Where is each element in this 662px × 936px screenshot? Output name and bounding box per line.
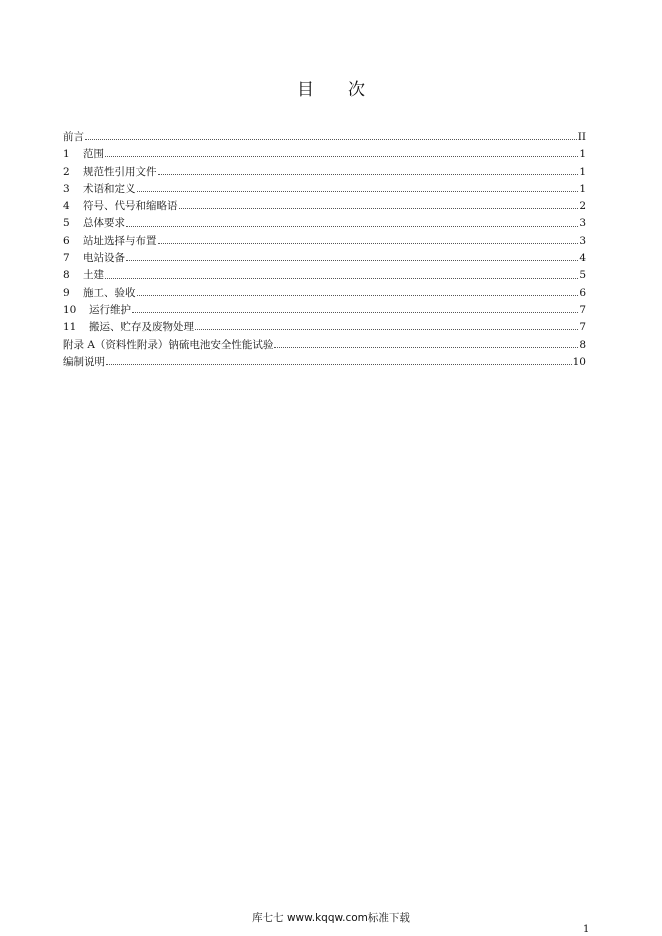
toc-label: 搬运、贮存及废物处理	[89, 321, 194, 334]
title-char-1: 目	[297, 80, 314, 100]
leader-dots	[195, 329, 578, 330]
toc-entry[interactable]	[63, 337, 586, 354]
toc-entry[interactable]	[63, 215, 586, 232]
toc-page: 1	[579, 165, 586, 178]
table-of-contents	[63, 129, 586, 371]
leader-dots	[105, 278, 578, 279]
toc-page: 6	[579, 286, 586, 299]
toc-page: II	[577, 131, 586, 143]
toc-number: 3	[63, 182, 70, 195]
toc-page: 1	[579, 182, 586, 195]
toc-page: 4	[579, 252, 586, 265]
toc-label: 站址选择与布置	[83, 234, 157, 247]
toc-label: 前言	[63, 131, 84, 143]
toc-label: 土建	[83, 269, 104, 282]
leader-dots	[85, 139, 577, 140]
leader-dots	[158, 174, 579, 175]
leader-dots	[105, 156, 578, 157]
toc-label: 范围	[83, 148, 104, 161]
leader-dots	[158, 243, 579, 244]
toc-entry[interactable]	[63, 302, 586, 319]
toc-number: 10	[63, 303, 77, 316]
toc-entry[interactable]	[63, 233, 586, 250]
toc-label: 电站设备	[83, 252, 125, 265]
toc-label: 术语和定义	[83, 182, 136, 195]
toc-number: 5	[63, 217, 70, 230]
toc-number: 2	[63, 165, 70, 178]
leader-dots	[106, 364, 572, 365]
title-char-2: 次	[348, 80, 365, 100]
toc-number: 4	[63, 200, 70, 213]
toc-label: 符号、代号和缩略语	[83, 200, 178, 213]
page-title	[0, 75, 662, 100]
leader-dots	[274, 347, 578, 348]
toc-entry[interactable]	[63, 129, 586, 146]
toc-label: 编制说明	[63, 355, 105, 368]
toc-number: 7	[63, 252, 70, 265]
leader-dots	[179, 208, 579, 209]
toc-page: 5	[579, 269, 586, 282]
toc-number: 6	[63, 234, 70, 247]
toc-page: 7	[579, 303, 586, 316]
toc-number: 11	[63, 321, 77, 334]
toc-entry[interactable]	[63, 181, 586, 198]
toc-entry[interactable]	[63, 164, 586, 181]
toc-entry[interactable]	[63, 354, 586, 371]
toc-page: 7	[579, 321, 586, 334]
toc-page: 2	[579, 200, 586, 213]
toc-number: 9	[63, 286, 70, 299]
toc-entry[interactable]	[63, 250, 586, 267]
toc-page: 10	[572, 355, 586, 368]
leader-dots	[132, 312, 578, 313]
toc-entry[interactable]	[63, 319, 586, 336]
toc-page: 3	[579, 234, 586, 247]
toc-number: 8	[63, 269, 70, 282]
toc-entry[interactable]	[63, 198, 586, 215]
toc-page: 8	[579, 338, 586, 351]
toc-label: 规范性引用文件	[83, 165, 157, 178]
toc-page: 3	[579, 217, 586, 230]
toc-label: 施工、验收	[83, 286, 136, 299]
page-number: 1	[583, 924, 590, 935]
toc-entry[interactable]	[63, 146, 586, 163]
leader-dots	[137, 295, 579, 296]
leader-dots	[126, 260, 578, 261]
leader-dots	[126, 226, 578, 227]
footer-watermark[interactable]: 库七七 www.kqqw.com标准下载	[252, 912, 410, 924]
toc-entry[interactable]	[63, 267, 586, 284]
toc-label: 运行维护	[89, 303, 131, 316]
toc-label: 附录 A（资料性附录）钠硫电池安全性能试验	[63, 338, 274, 351]
leader-dots	[137, 191, 579, 192]
toc-number: 1	[63, 148, 70, 161]
toc-entry[interactable]	[63, 285, 586, 302]
toc-page: 1	[579, 148, 586, 161]
toc-label: 总体要求	[83, 217, 125, 230]
